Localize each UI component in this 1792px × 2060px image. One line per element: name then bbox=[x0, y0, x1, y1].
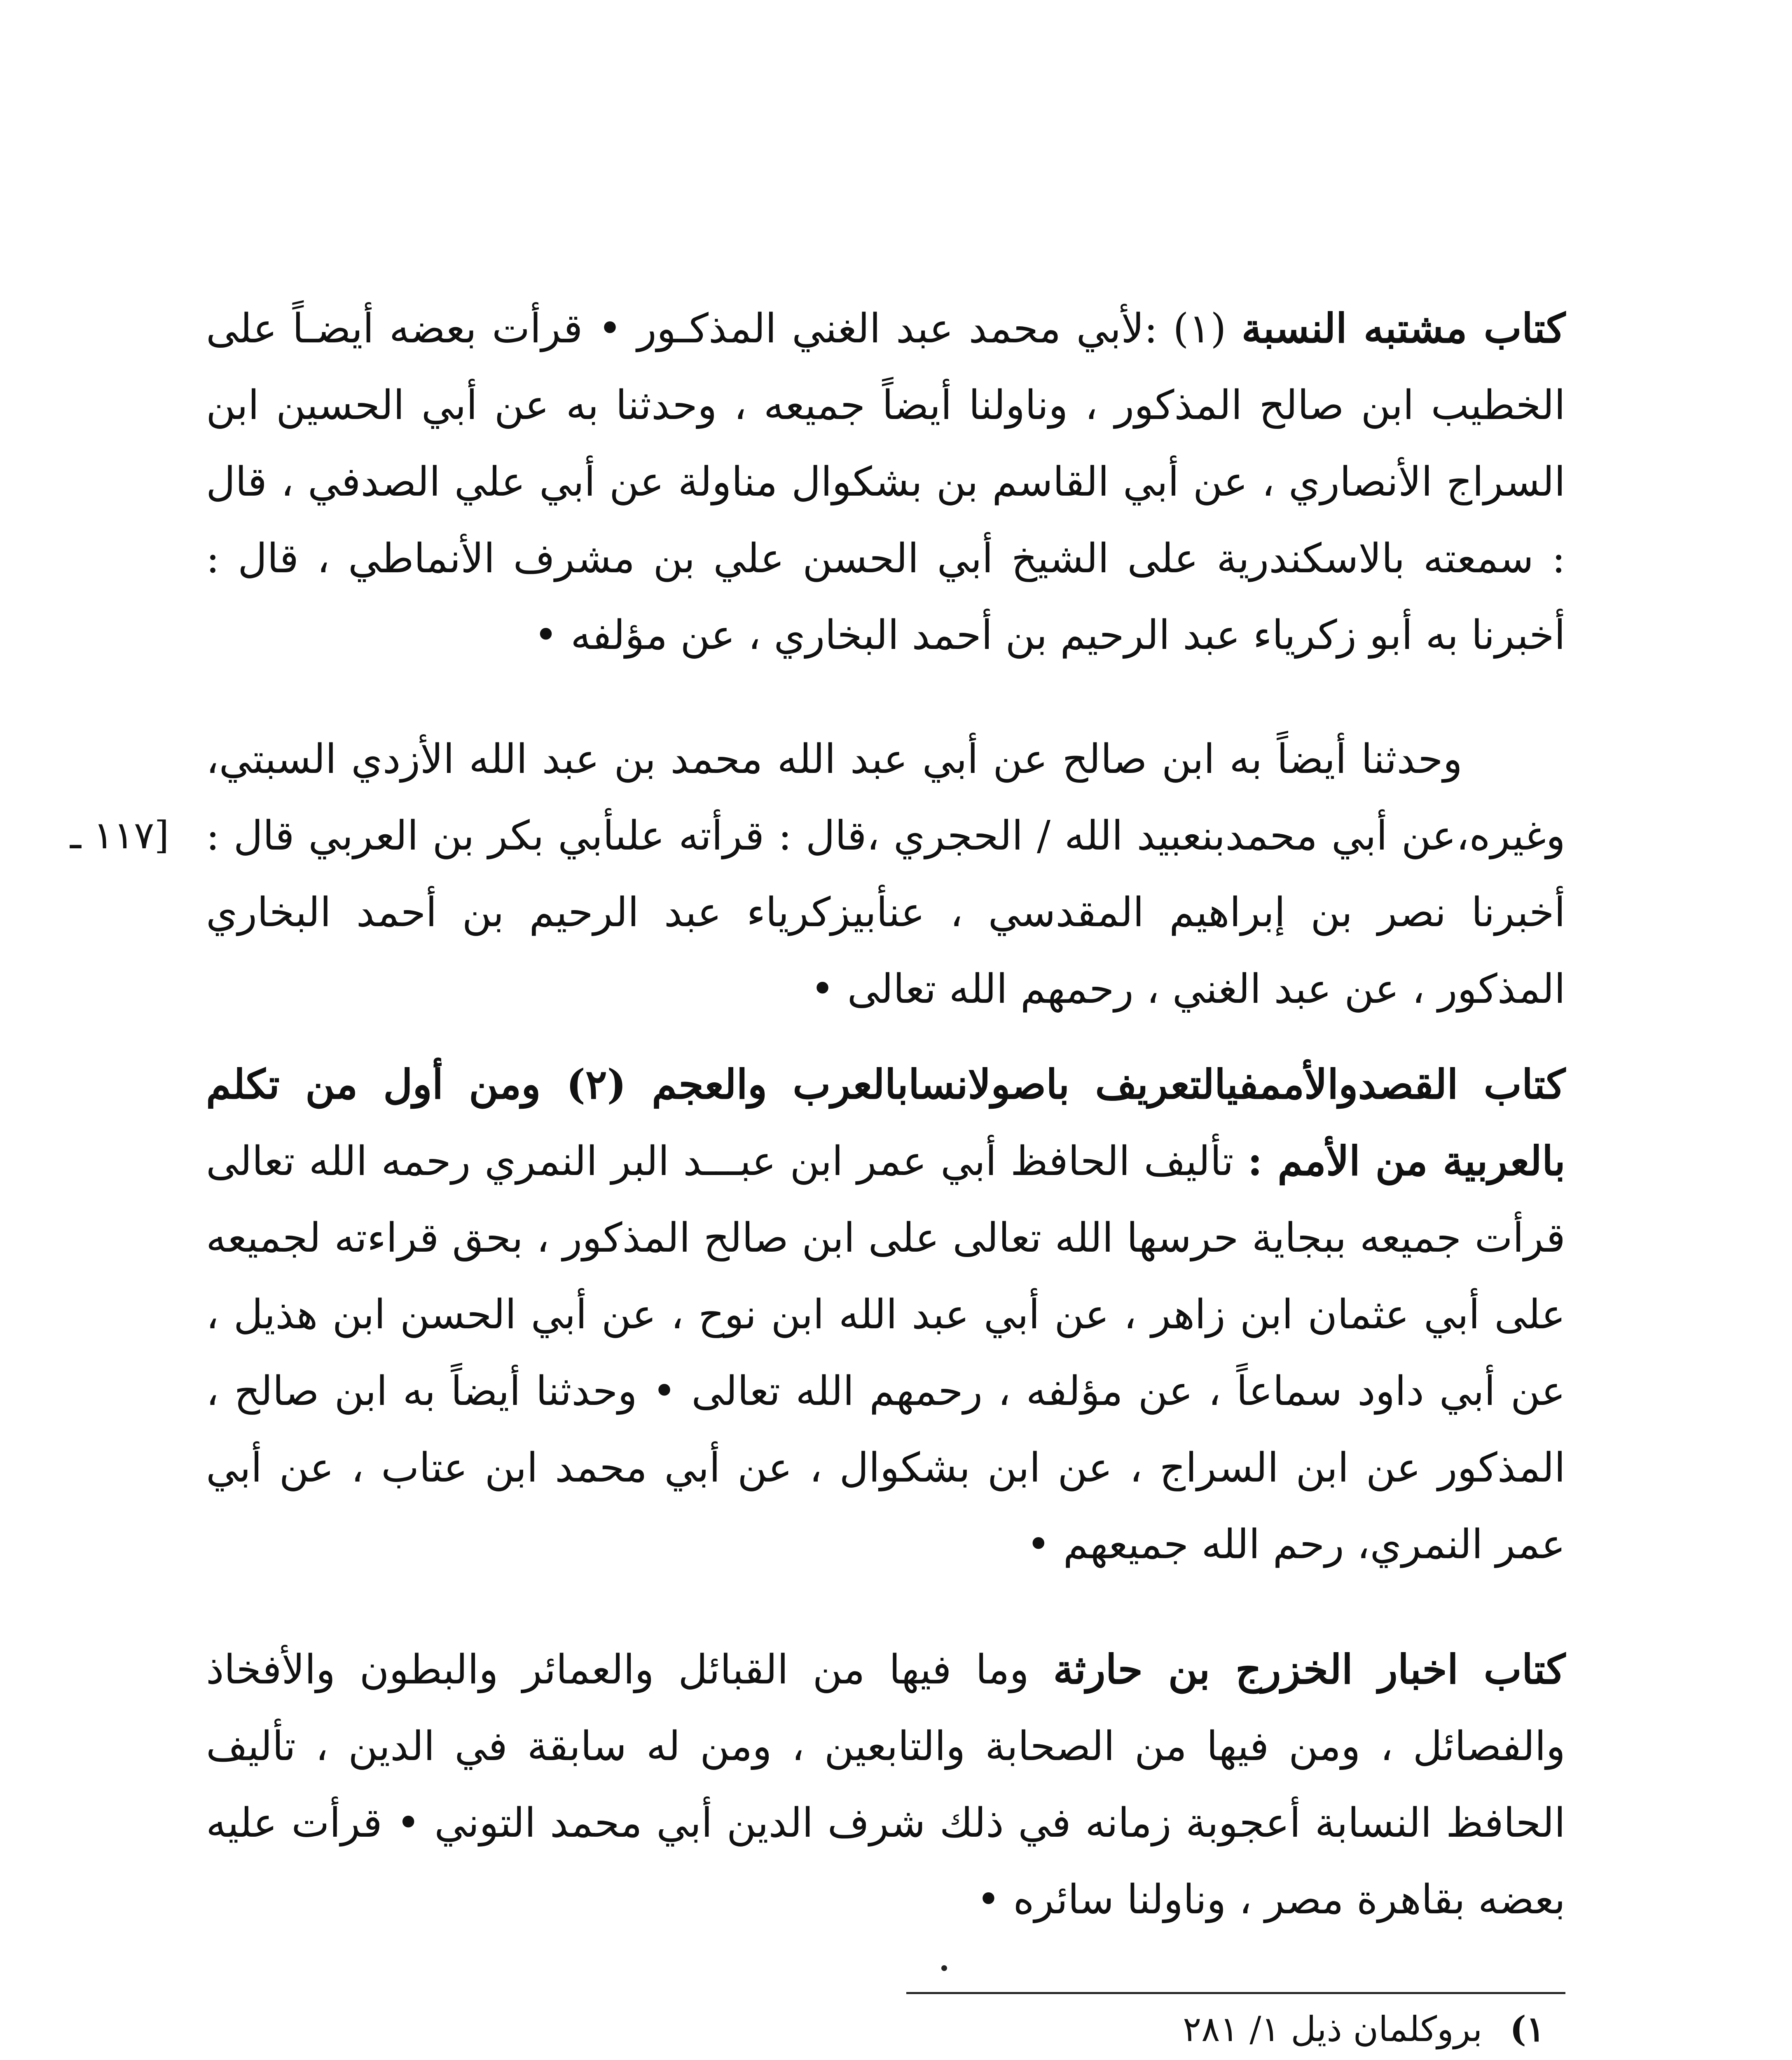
paragraph-text: وحدثنا أيضاً به ابن صالح عن أبي عبد الله محمد بن عبد الله الأزدي السبتي، وغيره،عن أبي محمدبنعبيد الله / الحجري ،قال : قرأته علىأبي بكر بن العربي قال : أخبرنا نصر بن إبراهيم المقدسي ، عنأبيزكرياء عبد الرحيم بن أحمد البخاري المذكور ، عن عبد الغني ، رحمهم الله تعالى • bbox=[206, 736, 1565, 1013]
footnote-text: بروكلمان ذيل ١/ ٢٨١ bbox=[1183, 2009, 1483, 2049]
book-title: كتاب اخبار الخزرج بن حارثة bbox=[1053, 1646, 1566, 1693]
footnote-number: ١) bbox=[1510, 2008, 1545, 2049]
paragraph-text: وما فيها من القبائل والعمائر والبطون والأفخاذ والفصائل ، ومن فيها من الصحابة والتابعين ، ومن له سابقة في الدين ، تأليف الحافظ النسابة أعجوبة زمانه في ذلك شرف الدين أبي محمد التوني • قرأت عليه بعضه بقاهرة مصر ، وناولنا سائره • bbox=[206, 1646, 1565, 1923]
paragraph-text: (١) :لأبي محمد عبد الغني المذكـور • قرأت بعضه أيضـاً على الخطيب ابن صالح المذكور ، وناولنا أيضاً جميعه ، وحدثنا به عن أبي الحسين ابن السراج الأنصاري ، عن أبي القاسم بن بشكوال مناولة عن أبي علي الصدفي ، قال : سمعته بالاسكندرية على الشيخ أبي الحسن علي بن مشرف الأنماطي ، قال : أخبرنا به أبو زكرياء عبد الرحيم بن أحمد البخاري ، عن مؤلفه • bbox=[206, 305, 1565, 659]
footnote-separator bbox=[906, 1992, 1565, 1994]
book-title: كتاب القصدوالأممفيالتعريف باصولانسابالعرب والعجم (٢) ومن أول من تكلم بالعربية من الأمم : bbox=[206, 1061, 1565, 1185]
ink-dot bbox=[941, 1965, 947, 1971]
footnote bbox=[1183, 2002, 1545, 2056]
paragraph-mushtabih-al-nisba bbox=[206, 290, 1565, 674]
paragraph-al-qasd-wal-amam bbox=[206, 1046, 1565, 1583]
paragraph-text: تأليف الحافظ أبي عمر ابن عبـــد البر النمري رحمه الله تعالى قرأت جميعه ببجاية حرسها الله تعالى على ابن صالح المذكور ، بحق قراءته لجميعه على أبي عثمان ابن زاهر ، عن أبي عبد الله ابن نوح ، عن أبي الحسن ابن هذيل ، عن أبي داود سماعاً ، عن مؤلفه ، رحمهم الله تعالى • وحدثنا أيضاً به ابن صالح ، المذكور عن ابن السراج ، عن ابن بشكوال ، عن أبي محمد ابن عتاب ، عن أبي عمر النمري، رحم الله جميعهم • bbox=[206, 1138, 1565, 1568]
book-title: كتاب مشتبه النسبة bbox=[1241, 305, 1565, 352]
paragraph-additional-chain bbox=[206, 721, 1565, 1028]
paragraph-akhbar-al-khazraj bbox=[206, 1632, 1565, 1938]
margin-folio-marker: [١١٧ ـ bbox=[70, 813, 169, 857]
